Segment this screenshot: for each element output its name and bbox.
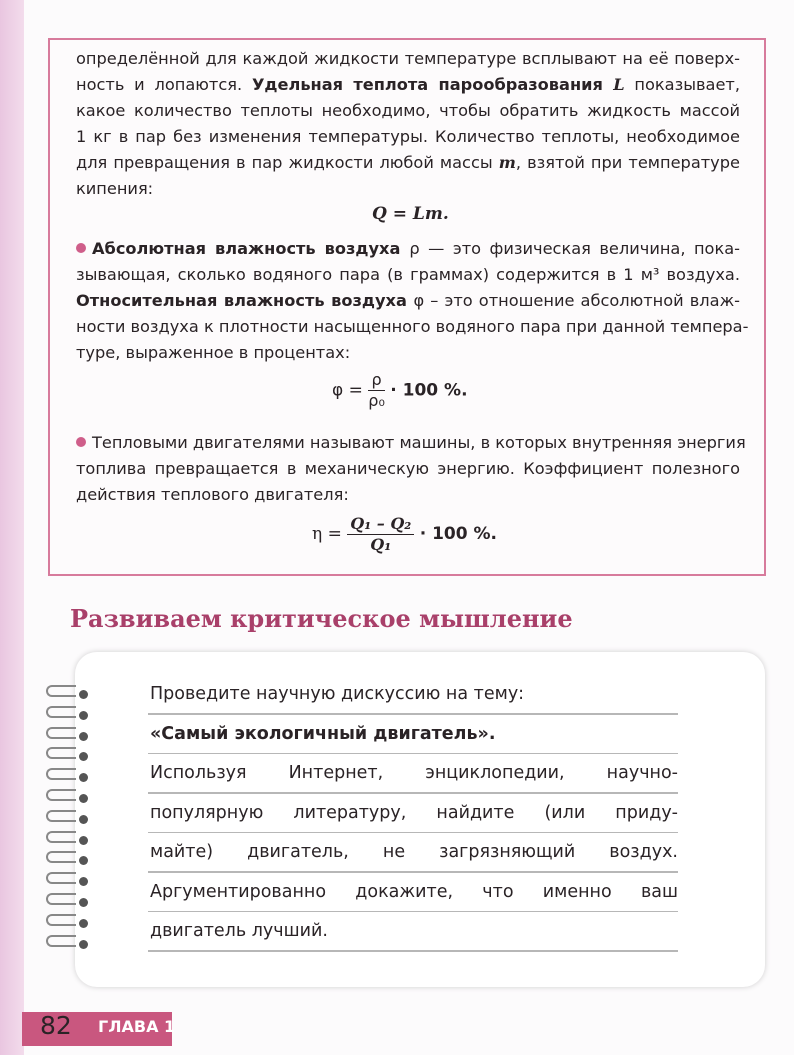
fraction (347, 514, 414, 555)
spiral-ring-icon (44, 912, 94, 933)
discussion-topic: «Самый экологичный двигатель». (150, 723, 496, 744)
numerator: ρ (368, 370, 385, 391)
page-number: 82 (40, 1011, 72, 1040)
spiral-ring-icon (44, 829, 94, 850)
text-line (76, 178, 740, 200)
text-segment: m (498, 153, 516, 172)
text-line (76, 458, 740, 480)
spiral-binding-icon (44, 683, 94, 953)
spiral-ring-icon (44, 787, 94, 808)
notebook-line: Используя Интернет, энциклопедии, научно- (150, 763, 678, 783)
text-line (76, 342, 740, 364)
text-line (76, 152, 740, 174)
denominator: ρ₀ (368, 391, 385, 410)
numerator: Q₁ – Q₂ (347, 514, 414, 535)
text-line (76, 290, 740, 312)
text-line (76, 48, 740, 70)
text-segment: показывает, (624, 75, 740, 94)
text-segment: L (613, 75, 625, 94)
text-segment: ность и лопаются. (76, 75, 252, 94)
text-segment: зывающая, сколько водяного пара (в граммах) содержится в 1 м³ воздуха. (76, 265, 740, 284)
text-segment: действия теплового двигателя: (76, 485, 349, 504)
text-segment: для превращения в пар жидкости любой массы (76, 153, 499, 172)
text-line (76, 126, 740, 148)
formula-efficiency (312, 514, 497, 555)
text-segment: определённой для каждой жидкости температуре всплывают на её поверх- (76, 49, 740, 68)
text-segment: , взятой при температуре (515, 153, 740, 172)
spiral-ring-icon (44, 766, 94, 787)
term-bold: Абсолютная влажность воздуха (92, 239, 410, 258)
section-heading: Развиваем критическое мышление (70, 604, 573, 633)
text-segment: φ – это отношение абсолютной влаж- (413, 291, 740, 310)
text-segment: Тепловыми двигателями называют машины, в которых внутренняя энергия (92, 433, 746, 452)
spiral-ring-icon (44, 849, 94, 870)
bullet-icon (76, 437, 86, 447)
text-line (76, 238, 740, 260)
fraction (368, 370, 385, 411)
text-line (76, 74, 740, 96)
term-bold: Удельная теплота парообразования (251, 75, 614, 94)
ruled-line (148, 753, 678, 755)
text-line (76, 316, 749, 338)
notebook-line: майте) двигатель, не загрязняющий воздух. (150, 842, 678, 862)
spiral-ring-icon (44, 870, 94, 891)
formula-lhs: η = (312, 524, 342, 544)
spiral-ring-icon (44, 725, 94, 746)
spiral-ring-icon (44, 704, 94, 725)
spiral-ring-icon (44, 683, 94, 704)
text-line (76, 432, 746, 454)
page-edge-strip (0, 0, 24, 1055)
formula-rhs: · 100 %. (390, 380, 468, 401)
text-line (76, 100, 740, 122)
chapter-label: ГЛАВА 1 (98, 1017, 176, 1036)
term-bold: Относительная влажность воздуха (76, 291, 414, 310)
ruled-line (148, 911, 678, 913)
text-segment: топлива превращается в механическую энергию. Коэффициент полезного (76, 459, 740, 478)
text-segment: — это физическая величина, пока- (419, 239, 741, 258)
summary-box (48, 38, 766, 576)
notebook-line: Аргументированно докажите, что именно ваш (150, 881, 678, 902)
notebook-line: двигатель лучший. (150, 921, 328, 941)
spiral-ring-icon (44, 933, 94, 954)
spiral-ring-icon (44, 745, 94, 766)
formula-humidity (332, 370, 468, 411)
ruled-line (148, 792, 678, 794)
notebook-line: Проведите научную дискуссию на тему: (150, 684, 525, 704)
formula-rhs: · 100 %. (419, 524, 497, 544)
text-line (76, 484, 740, 506)
spiral-ring-icon (44, 891, 94, 912)
text-segment: туре, выраженное в процентах: (76, 343, 351, 362)
text-segment: кипения: (76, 179, 154, 198)
spiral-ring-icon (44, 808, 94, 829)
ruled-line (148, 871, 678, 873)
text-segment: какое количество теплоты необходимо, чтобы обратить жидкость массой (76, 101, 740, 120)
denominator: Q₁ (370, 535, 392, 554)
ruled-line (148, 832, 678, 834)
formula-q-lm: Q = Lm. (372, 204, 449, 224)
notebook-line: популярную литературу, найдите (или приду- (150, 802, 678, 823)
bullet-icon (76, 243, 86, 253)
formula-lhs: φ = (332, 380, 363, 401)
ruled-line (148, 950, 678, 952)
text-segment: ности воздуха к плотности насыщенного водяного пара при данной темпера- (76, 317, 749, 336)
text-segment: 1 кг в пар без изменения температуры. Количество теплоты, необходимое (76, 127, 740, 146)
ruled-line (148, 713, 678, 715)
text-line (76, 264, 740, 286)
text-segment: ρ (409, 239, 420, 258)
